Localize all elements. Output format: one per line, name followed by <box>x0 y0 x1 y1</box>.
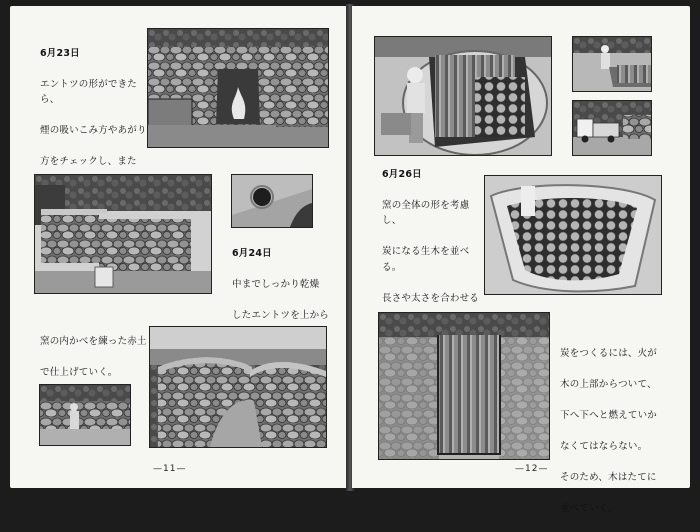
text-line: 中までしっかり乾燥 <box>232 278 320 290</box>
text-line: 窯の内かべを練った赤土 <box>40 335 147 347</box>
text-line: 窯の全体の形を考慮し、 <box>382 199 470 226</box>
photo-truck <box>572 100 652 156</box>
text-line: 並べていく。 <box>560 502 619 514</box>
text-line: 方をチェックし、また <box>40 156 137 167</box>
date-jun24: 6月24日 <box>232 247 272 259</box>
page-number-right: —12— <box>515 464 549 474</box>
page-number-left: —11— <box>153 464 187 474</box>
text-line: 炭になる生木を並べる。 <box>382 246 470 273</box>
photo-chimney-fire <box>147 28 329 148</box>
text-line: エントツの形ができたら、 <box>40 78 138 105</box>
text-line: なくてはならない。 <box>560 440 648 452</box>
photo-kiln-logs-top <box>484 175 662 295</box>
photo-vertical-logs <box>378 312 550 460</box>
photo-person-inner-wall <box>39 384 131 446</box>
date-jun26: 6月26日 <box>382 168 422 180</box>
text-line: したエントツを上から <box>232 309 330 321</box>
text-line: 炭をつくるには、火が <box>560 347 658 359</box>
photo-placing-logs <box>374 36 552 156</box>
photo-curved-wall <box>149 326 327 448</box>
text-line: 下へ下へと燃えていか <box>560 409 658 421</box>
text-line: 木の上部からついて、 <box>560 378 657 390</box>
text-line: 長さや太さを合わせる <box>382 292 480 304</box>
text-block-charcoal <box>560 330 682 532</box>
text-line: そのため、木はたてに <box>560 471 657 483</box>
photo-chimney-top <box>231 174 313 228</box>
photo-stone-walls <box>34 174 212 294</box>
text-line: 煙の吸いこみ方やあがり <box>40 125 147 136</box>
date-jun23: 6月23日 <box>40 47 80 59</box>
photo-chainsaw-cutting <box>572 36 652 92</box>
text-line: で仕上げていく。 <box>40 366 118 378</box>
